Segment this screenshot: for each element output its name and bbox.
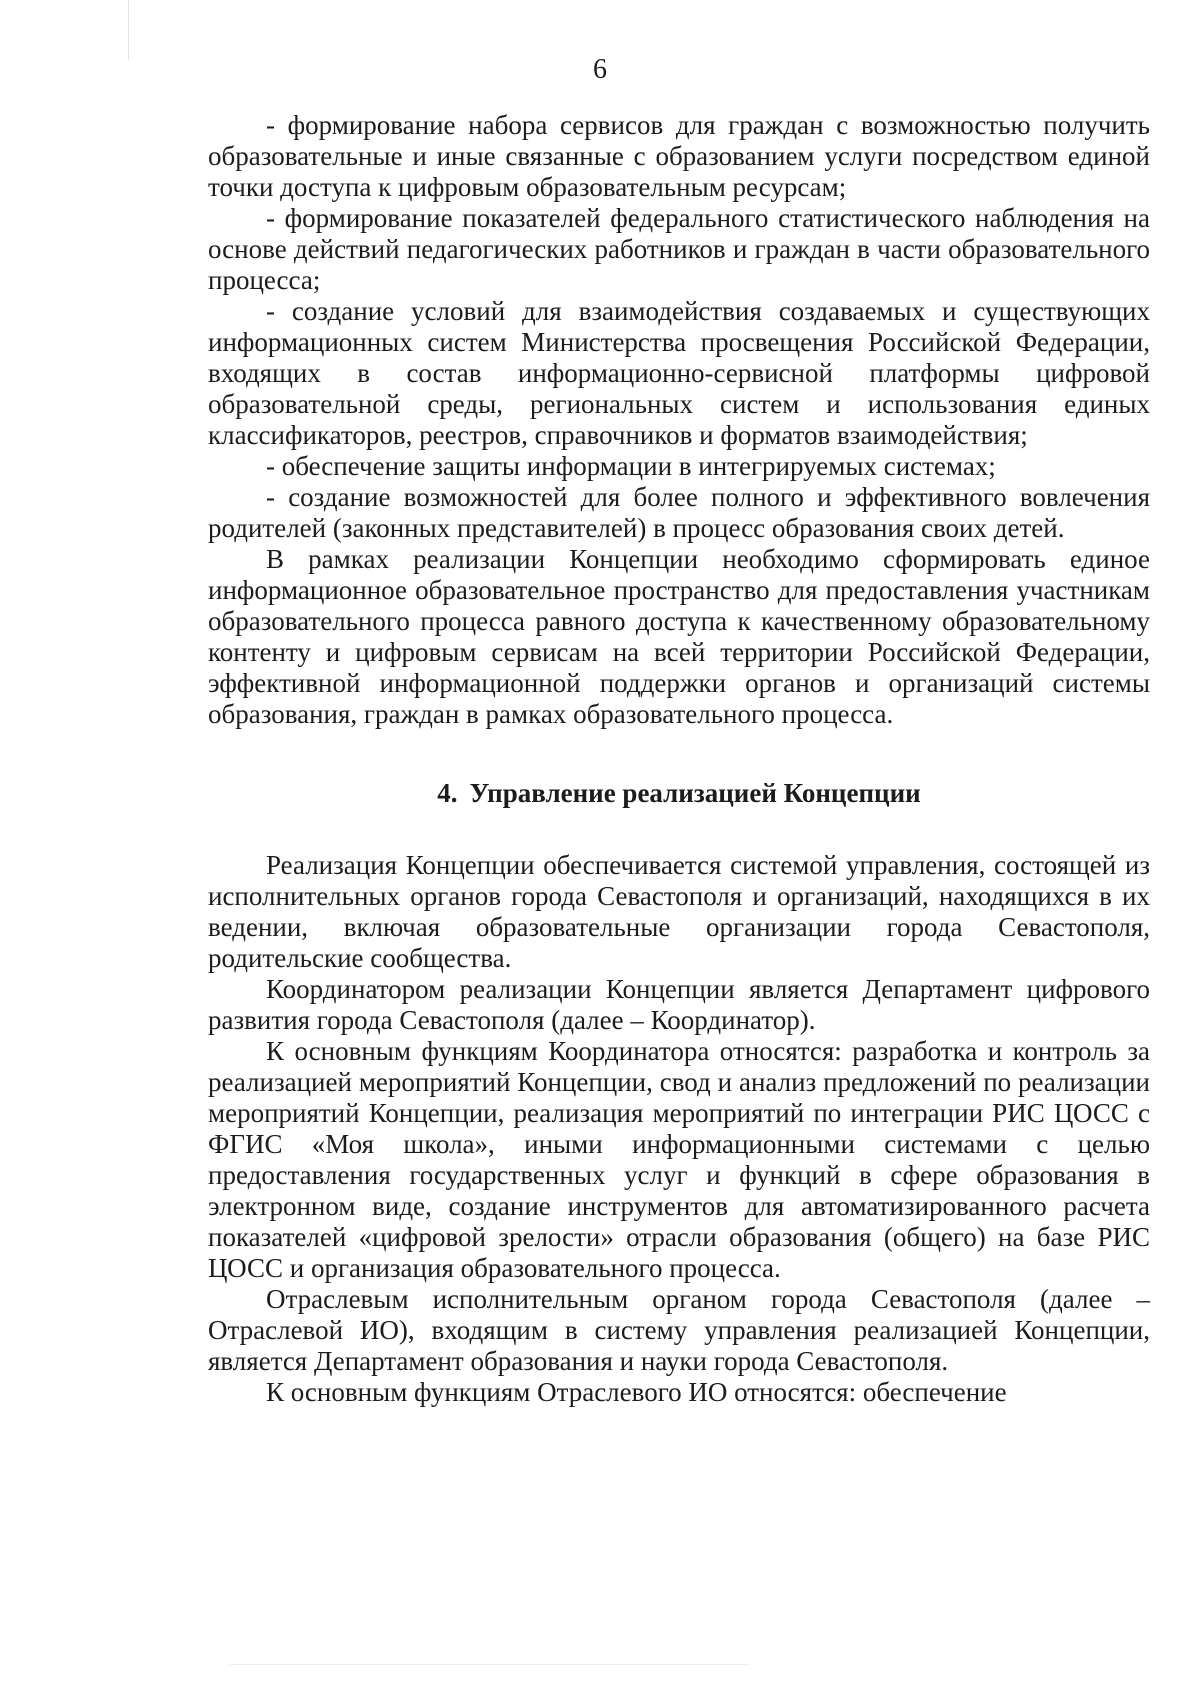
scan-margin-line (128, 0, 129, 60)
section-heading (208, 776, 1150, 810)
document-body (208, 110, 1150, 1408)
bullet-paragraph: - формирование набора сервисов для граждан с возможностью получить образовательные и иные связанные с образованием услуги посредством единой точки доступа к цифровым образовательным ресурсам; (208, 110, 1150, 202)
body-paragraph: К основным функциям Координатора относятся: разработка и контроль за реализацией мероприятий Концепции, свод и анализ предложений по реализации мероприятий Концепции, реализация мероприятий по интеграции РИС ЦОСС с ФГИС «Моя школа», иными информационными системами с целью предоставления государственных услуг и функций в сфере образования в электронном виде, создание инструментов для автоматизированного расчета показателей «цифровой зрелости» отрасли образования (общего) на базе РИС ЦОСС и организация образовательного процесса. (208, 1036, 1150, 1283)
body-paragraph: Координатором реализации Концепции является Департамент цифрового развития города Севастополя (далее – Координатор). (208, 974, 1150, 1035)
body-paragraph: К основным функциям Отраслевого ИО относятся: обеспечение (266, 1377, 1007, 1407)
page-number: 6 (593, 54, 607, 85)
section-title: Управление реализацией Концепции (469, 778, 921, 808)
body-paragraph: Отраслевым исполнительным органом города Севастополя (далее – Отраслевой ИО), входящим в систему управления реализацией Концепции, является Департамент образования и науки города Севастополя. (208, 1284, 1150, 1376)
bullet-paragraph: - обеспечение защиты информации в интегрируемых системах; (266, 451, 996, 481)
bullet-paragraph: - создание возможностей для более полного и эффективного вовлечения родителей (законных представителей) в процесс образования своих детей. (208, 482, 1150, 543)
bullet-paragraph: - формирование показателей федерального статистического наблюдения на основе действий педагогических работников и граждан в части образовательного процесса; (208, 203, 1150, 295)
section-number: 4. (437, 778, 458, 808)
bullet-paragraph: - создание условий для взаимодействия создаваемых и существующих информационных систем Министерства просвещения Российской Федерации, входящих в состав информационно-сервисной платформы цифровой образовательной среды, региональных систем и использования единых классификаторов, реестров, справочников и форматов взаимодействия; (208, 296, 1150, 450)
scan-bottom-line (230, 1664, 750, 1665)
body-paragraph: Реализация Концепции обеспечивается системой управления, состоящей из исполнительных органов города Севастополя и организаций, находящихся в их ведении, включая образовательные организации города Севастополя, родительские сообщества. (208, 850, 1150, 973)
body-paragraph: В рамках реализации Концепции необходимо сформировать единое информационное образовательное пространство для предоставления участникам образовательного процесса равного доступа к качественному образовательному контенту и цифровым сервисам на всей территории Российской Федерации, эффективной информационной поддержки органов и организаций системы образования, граждан в рамках образовательного процесса. (208, 544, 1150, 729)
